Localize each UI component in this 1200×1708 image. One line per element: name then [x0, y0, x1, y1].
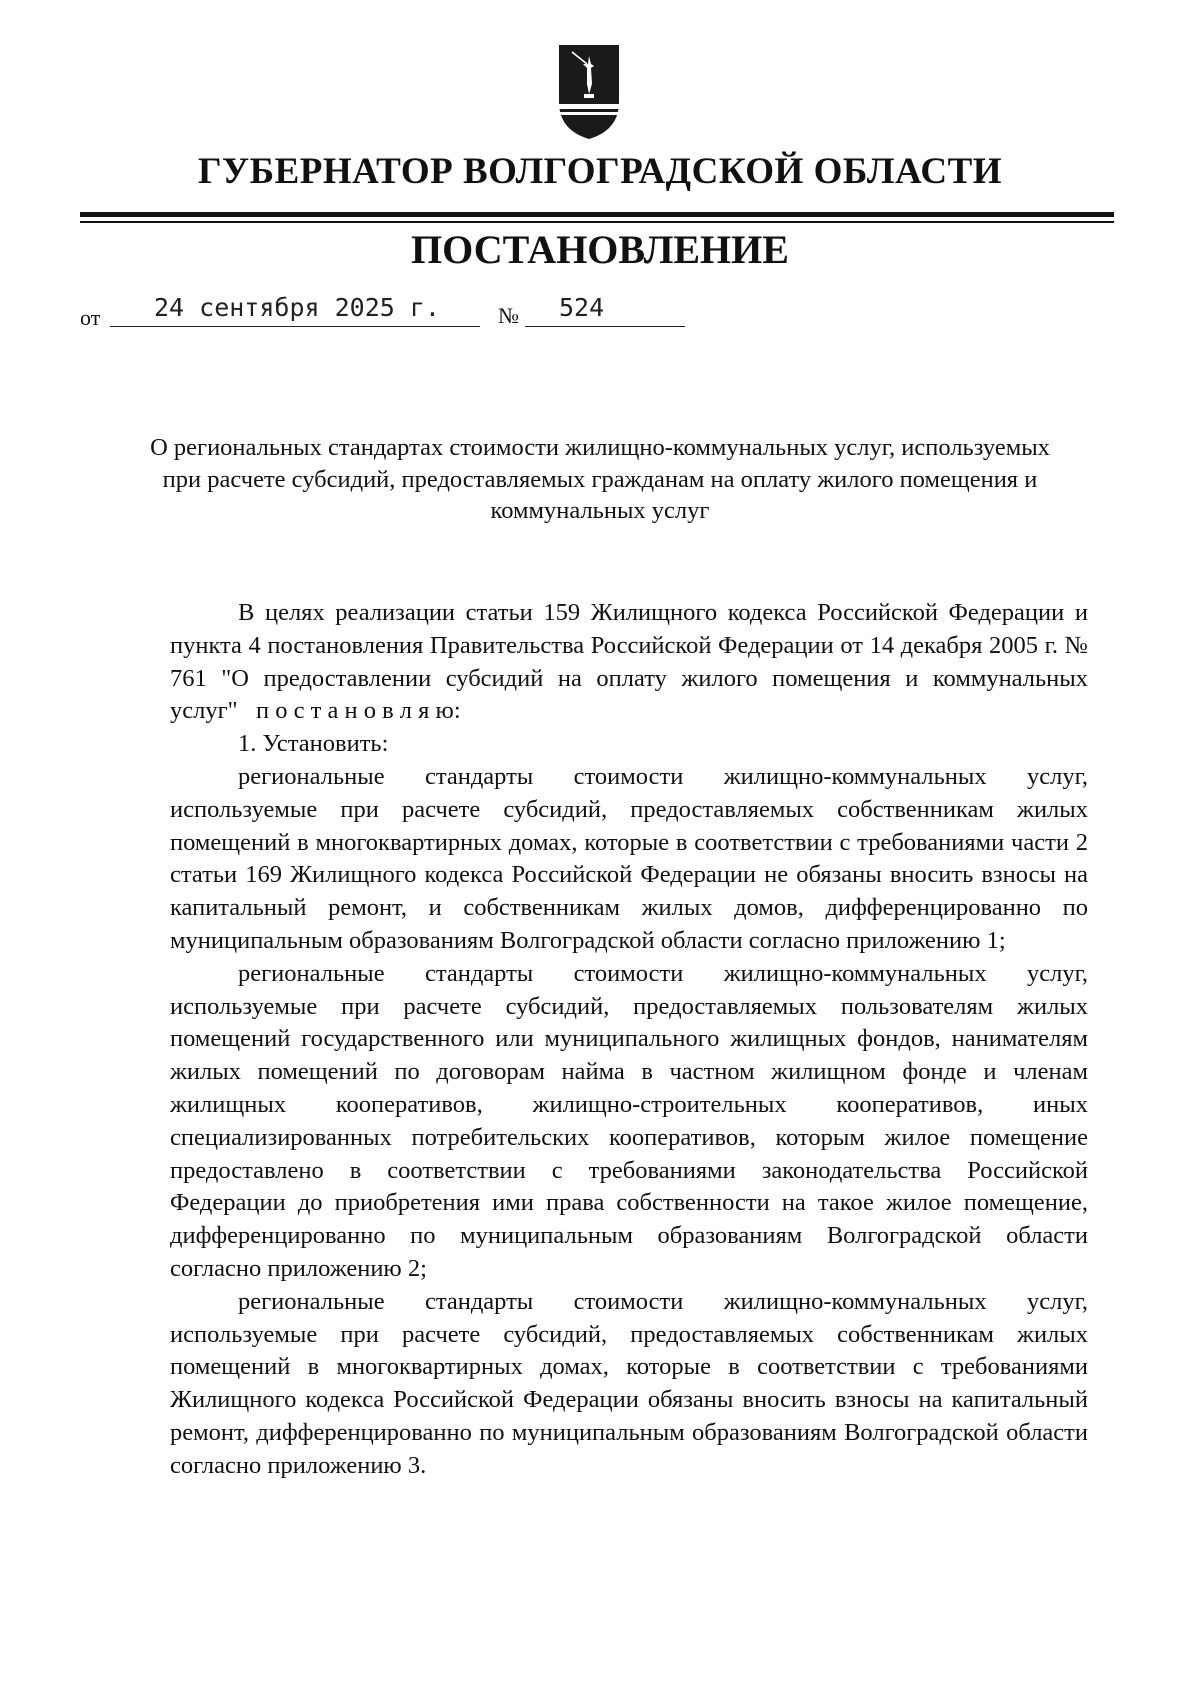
issuing-authority: ГУБЕРНАТОР ВОЛГОГРАДСКОЙ ОБЛАСТИ [197, 151, 1003, 192]
document-body [170, 597, 1088, 1483]
document-date: 24 сентября 2025 г. [110, 293, 480, 327]
document-number: 524 [525, 293, 685, 327]
number-prefix: № [498, 303, 519, 328]
header-divider-thin [80, 221, 1114, 223]
standard-paragraph-2: региональные стандарты стоимости жилищно-коммунальных услуг, используемые при расчете субсидий, предоставляемых пользователям жилых помещений государственного или муниципального жилищных фондов, нанимателям жилых помещений по договорам найма в частном жилищном фонде и членам жилищных кооперативов, жилищно-строительных кооперативов, иных специализированных потребительских кооперативов, которым жилое помещение предоставлено в соответствии с требованиями законодательства Российской Федерации до приобретения ими права собственности на такое жилое помещение, дифференцированно по муниципальным образованиям Волгоградской области согласно приложению 2; [170, 959, 1088, 1282]
preamble-paragraph [170, 597, 1088, 728]
header-divider-thick [80, 212, 1114, 217]
date-prefix: от [80, 305, 101, 330]
item-1: 1. Установить: [238, 730, 389, 758]
standard-paragraph-3: региональные стандарты стоимости жилищно-коммунальных услуг, используемые при расчете субсидий, предоставляемых собственникам жилых помещений в многоквартирных домах, которые в соответствии с требованиями Жилищного кодекса Российской Федерации обязаны вносить взносы на капитальный ремонт, дифференцированно по муниципальным образованиям Волгоградской области согласно приложению 3. [170, 1287, 1088, 1479]
preamble-text: В целях реализации статьи 159 Жилищного кодекса Российской Федерации и пункта 4 постановления Правительства Российской Федерации от 14 декабря 2005 г. № 761 "О предоставлении субсидий на оплату жилого помещения и коммунальных услуг" [170, 599, 1088, 725]
coat-of-arms-icon [558, 44, 620, 140]
document-type: ПОСТАНОВЛЕНИЕ [411, 227, 789, 272]
standard-paragraph-1: региональные стандарты стоимости жилищно-коммунальных услуг, используемые при расчете субсидий, предоставляемых собственникам жилых помещений в многоквартирных домах, которые в соответствии с требованиями части 2 статьи 169 Жилищного кодекса Российской Федерации не обязаны вносить взносы на капитальный ремонт, и собственникам жилых домов, дифференцированно по муниципальным образованиям Волгоградской области согласно приложению 1; [170, 762, 1088, 954]
document-title: О региональных стандартах стоимости жилищно-коммунальных услуг, используемых при расчете субсидий, предоставляемых гражданам на оплату жилого помещения и коммунальных услуг [150, 434, 1050, 524]
resolve-word: п о с т а н о в л я ю: [256, 697, 461, 725]
